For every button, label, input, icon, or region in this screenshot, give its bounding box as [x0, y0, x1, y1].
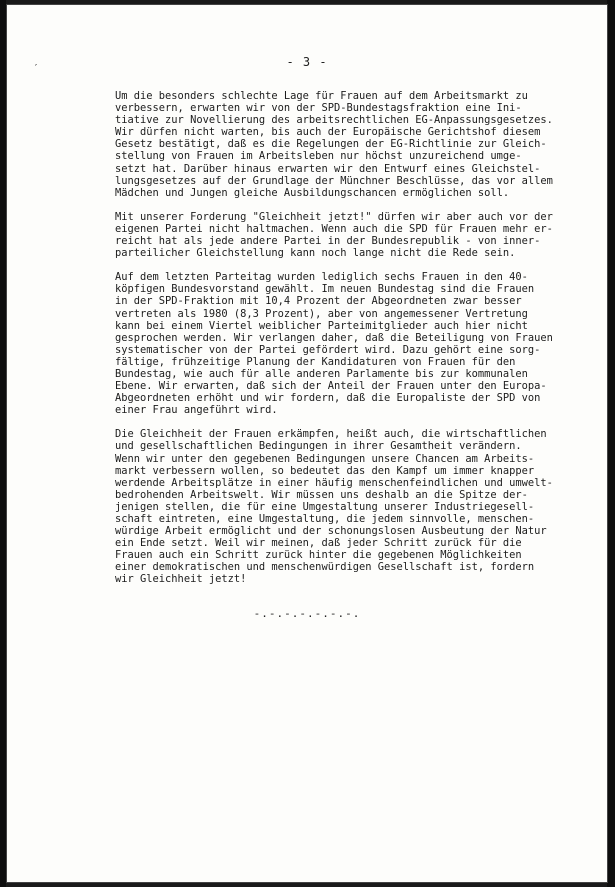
scan-left-border: [0, 0, 6, 887]
document-page: [7, 5, 607, 882]
text-line: einer demokratischen und menschenwürdigen Gesellschaft ist, fordern: [115, 561, 535, 574]
page-number: - 3 -: [286, 55, 328, 69]
text-line: Ebene. Wir erwarten, daß sich der Anteil der Frauen unter den Europa-: [115, 380, 547, 393]
text-line: tiative zur Novellierung des arbeitsrechtlichen EG-Anpassungsgesetzes.: [115, 114, 553, 127]
text-line: Abgeordneten erhöht und wir fordern, daß die Europaliste der SPD von: [115, 392, 541, 405]
paragraph-labor-market: [115, 90, 585, 199]
text-line: Bundestag, wie auch für alle anderen Parlamente bis zur kommunalen: [115, 367, 528, 380]
text-line: schaft eintreten, eine Umgestaltung, die jedem sinnvolle, menschen-: [115, 513, 535, 525]
text-line: in der SPD-Fraktion mit 10,4 Prozent der Abgeordneten zwar besser: [115, 295, 522, 308]
text-line: setzt hat. Darüber hinaus erwarten wir den Entwurf eines Gleichstel-: [115, 162, 541, 175]
text-line: Um die besonders schlechte Lage für Frauen auf dem Arbeitsmarkt zu: [115, 90, 528, 102]
scan-mark: ′: [33, 63, 40, 74]
end-separator: -.-.-.-.-.-.-.: [253, 607, 361, 620]
text-line: fältige, frühzeitige Planung der Kandidaturen von Frauen für den: [115, 355, 516, 368]
text-line: Mädchen und Jungen gleiche Ausbildungschancen ermöglichen soll.: [115, 186, 510, 199]
text-line: Mit unserer Forderung "Gleichheit jetzt!" dürfen wir aber auch vor der: [115, 210, 553, 223]
text-line: Wir dürfen nicht warten, bis auch der Europäische Gerichtshof diesem: [115, 126, 541, 139]
text-line: werdende Arbeitsplätze in einer häufig menschenfeindlichen und umwelt-: [115, 476, 553, 489]
text-line: reicht hat als jede andere Partei in der Bundesrepublik - von inner-: [115, 235, 541, 248]
text-line: würdige Arbeit ermöglicht und der schonungslosen Ausbeutung der Natur: [115, 525, 547, 538]
paragraph-own-party: [115, 211, 585, 259]
text-line: vertreten als 1980 (8,3 Prozent), aber von angemessener Vertretung: [115, 307, 528, 320]
scan-right-border: [607, 0, 615, 887]
text-line: Wenn wir unter den gegebenen Bedingungen unsere Chancen am Arbeits-: [115, 452, 535, 465]
text-line: wir Gleichheit jetzt!: [115, 573, 247, 586]
text-line: systematischer von der Partei gefördert wird. Dazu gehört eine sorg-: [115, 343, 541, 356]
text-line: einer Frau angeführt wird.: [115, 404, 278, 417]
text-line: bedrohenden Arbeitswelt. Wir müssen uns deshalb an die Spitze der-: [115, 488, 528, 501]
text-line: stellung von Frauen im Arbeitsleben nur höchst unzureichend umge-: [115, 150, 522, 163]
text-line: Gesetz bestätigt, daß es die Regelungen der EG-Richtlinie zur Gleich-: [115, 138, 547, 151]
text-line: kann bei einem Viertel weiblicher Parteimitglieder auch hier nicht: [115, 319, 528, 332]
text-line: eigenen Partei nicht haltmachen. Wenn auch die SPD für Frauen mehr er-: [115, 222, 553, 235]
text-line: ein Ende setzt. Weil wir meinen, daß jeder Schritt zurück für die: [115, 537, 522, 550]
text-line: verbessern, erwarten wir von der SPD-Bundestagsfraktion eine Ini-: [115, 102, 522, 115]
text-line: markt verbessern wollen, so bedeutet das den Kampf um immer knapper: [115, 464, 535, 477]
paragraph-equality: [115, 428, 585, 585]
text-line: Die Gleichheit der Frauen erkämpfen, heißt auch, die wirtschaftlichen: [115, 428, 547, 441]
text-line: köpfigen Bundesvorstand gewählt. Im neuen Bundestag sind die Frauen: [115, 283, 535, 296]
paragraph-party-congress: [115, 271, 585, 416]
document-body: [115, 90, 585, 598]
text-line: parteilicher Gleichstellung kann noch lange nicht die Rede sein.: [115, 247, 516, 260]
text-line: jenigen stellen, die für eine Umgestaltung unserer Industriegesell-: [115, 500, 535, 513]
text-line: gesprochen werden. Wir verlangen daher, daß die Beteiligung von Frauen: [115, 331, 553, 344]
text-line: Auf dem letzten Parteitag wurden lediglich sechs Frauen in den 40-: [115, 271, 528, 284]
text-line: lungsgesetzes auf der Grundlage der Münchner Beschlüsse, das vor allem: [115, 174, 553, 187]
text-line: Frauen auch ein Schritt zurück hinter die gegebenen Möglichkeiten: [115, 549, 522, 562]
text-line: und gesellschaftlichen Bedingungen in ihrer Gesamtheit verändern.: [115, 440, 522, 453]
